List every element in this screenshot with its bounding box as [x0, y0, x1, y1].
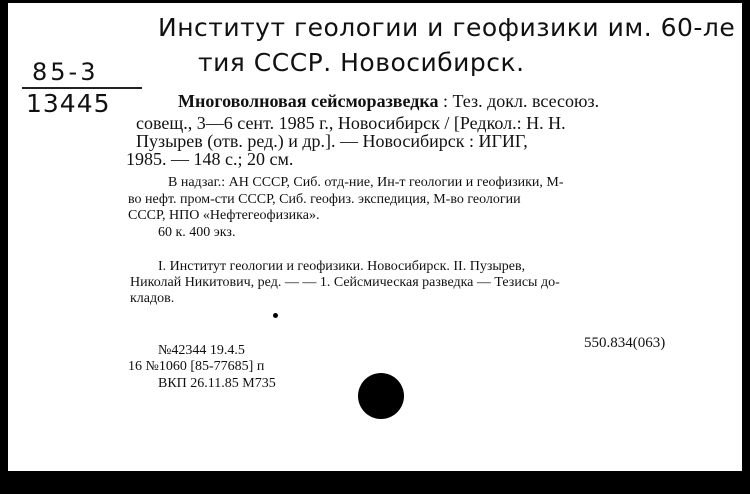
udc-code: 550.834(063): [584, 335, 666, 351]
catalog-card: [8, 3, 742, 471]
record-line-3: Пузырев (отв. ред.) и др.]. — Новосибирск : ИГИГ,: [136, 131, 528, 151]
footer-line-2: 16 №1060 [85-77685] п: [128, 359, 265, 374]
tracing-line-1: I. Институт геологии и геофизики. Новосибирск. II. Пузырев,: [158, 259, 526, 274]
ink-dot: [273, 313, 278, 318]
record-line-4: 1985. — 148 с.; 20 см.: [126, 149, 294, 169]
supplement-line-2: во нефт. пром-сти СССР, Сиб. геофиз. экспедиция, М-во геологии: [128, 192, 521, 207]
footer-line-1: №42344 19.4.5: [158, 343, 245, 358]
record-line-2: совещ., 3—6 сент. 1985 г., Новосибирск / [Редкол.: Н. Н.: [136, 113, 566, 133]
handwritten-institution-line-2: тия СССР. Новосибирск.: [198, 48, 525, 77]
handwritten-institution-line-1: Институт геологии и геофизики им. 60-ле: [158, 13, 736, 42]
price-and-print-run: 60 к. 400 экз.: [158, 225, 236, 240]
record-title-line: [178, 91, 599, 112]
footer-line-3: ВКП 26.11.85 М735: [158, 376, 276, 391]
supplement-line-1: В надзаг.: АН СССР, Сиб. отд-ние, Ин-т геологии и геофизики, М-: [168, 175, 564, 190]
shelf-mark-top: 85-3: [32, 58, 99, 86]
shelf-mark-bottom: 13445: [26, 89, 111, 118]
record-title: Многоволновая сейсморазведка: [178, 91, 439, 111]
tracing-line-2: Николай Никитович, ред. — — 1. Сейсмическая разведка — Тезисы до-: [130, 275, 560, 290]
supplement-line-3: СССР, НПО «Нефтегеофизика».: [128, 208, 320, 223]
tracing-line-3: кладов.: [130, 291, 175, 306]
card-punch-hole: [358, 373, 404, 419]
record-title-rest: : Тез. докл. всесоюз.: [438, 91, 600, 111]
